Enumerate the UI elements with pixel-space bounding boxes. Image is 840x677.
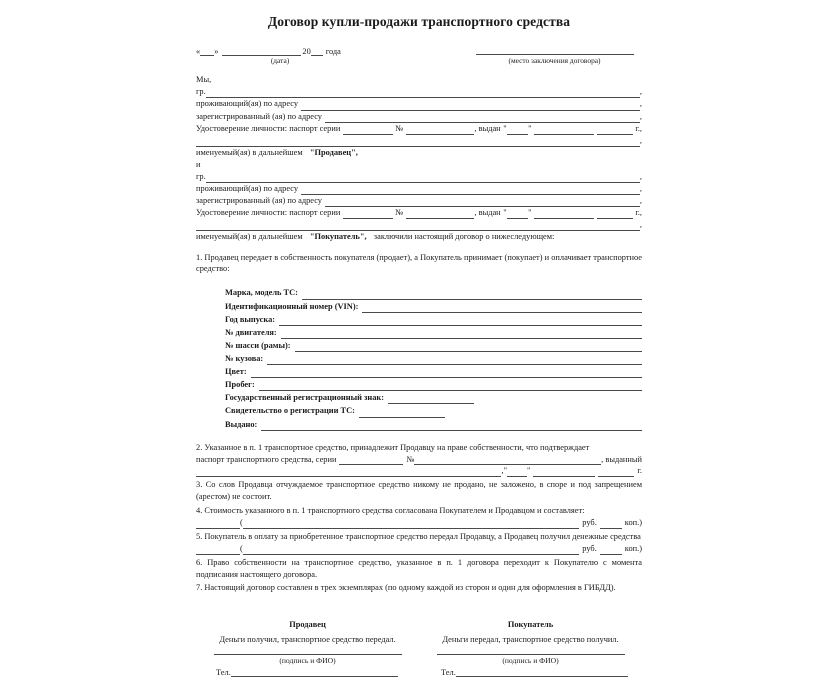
- buyer-passport-row: [196, 207, 642, 219]
- document-body: [196, 14, 642, 677]
- vehicle-field-label: № шасси (рамы):: [225, 340, 291, 350]
- we-label: Мы,: [196, 75, 212, 85]
- buyer-party-block: [196, 171, 642, 244]
- vehicle-passport-number-symbol: №: [406, 454, 415, 464]
- vehicle-field-blank[interactable]: [279, 318, 642, 326]
- date-line: [196, 47, 411, 56]
- vehicle-field-label: Выдано:: [225, 419, 258, 429]
- comma: ,: [639, 220, 642, 230]
- vehicle-field-blank[interactable]: [388, 397, 474, 405]
- vehicle-passport-series-blank[interactable]: [339, 458, 403, 466]
- vehicle-field-blank[interactable]: [267, 357, 642, 365]
- seller-passport-row: [196, 123, 642, 135]
- seller-phone-blank[interactable]: [231, 669, 398, 677]
- buyer-residing-blank[interactable]: [301, 187, 640, 195]
- comma: ,: [639, 111, 642, 121]
- vehicle-field-row: [225, 391, 642, 404]
- seller-passport-series-blank[interactable]: [343, 127, 393, 135]
- vp-issue-day-blank[interactable]: [507, 470, 527, 478]
- vehicle-field-row: [225, 339, 642, 352]
- clause-4: 4. Стоимость указанного в п. 1 транспортного средства согласована Покупателем и Продавцом и составляет:: [196, 506, 585, 516]
- day-blank[interactable]: [200, 48, 214, 56]
- comma: ,: [639, 87, 642, 97]
- buyer-signature-statement: Деньги передал, транспортное средство получил.: [442, 635, 619, 645]
- vehicle-field-label: Цвет:: [225, 367, 247, 377]
- quote-close: ": [528, 123, 532, 133]
- buyer-issuer-blank[interactable]: [196, 224, 640, 232]
- seller-issue-year-blank[interactable]: [597, 127, 633, 135]
- vehicle-passport-number-blank[interactable]: [414, 458, 601, 466]
- vehicle-field-blank[interactable]: [302, 292, 642, 300]
- clause-4-amount-row: [196, 517, 642, 529]
- year-mark: г.: [637, 466, 642, 476]
- page-title: Договор купли-продажи транспортного средства: [267, 14, 571, 29]
- quote-open: ": [503, 123, 507, 133]
- citizen-label: гр.: [196, 87, 206, 97]
- vehicle-field-row: [225, 300, 642, 313]
- clause-2-line-2: [196, 454, 642, 466]
- buyer-signature-caption: (подпись и ФИО): [502, 656, 559, 666]
- clause-5-amount-row: [196, 543, 642, 555]
- buyer-registered-blank[interactable]: [325, 199, 640, 207]
- date-caption: (дата): [270, 56, 290, 65]
- buyer-residing-row: [196, 183, 642, 195]
- amount-words-blank[interactable]: [243, 521, 579, 529]
- issued-label: , выдан: [474, 208, 501, 218]
- seller-issuer-blank[interactable]: [196, 139, 640, 147]
- buyer-signature-title: Покупатель: [507, 620, 554, 630]
- buyer-phone-row: [419, 668, 642, 677]
- seller-signature-column: [196, 620, 419, 677]
- quote-open: «: [196, 47, 201, 56]
- conjunction-label: и: [196, 159, 201, 169]
- vehicle-field-row: [225, 418, 642, 431]
- vehicle-field-row: [225, 352, 642, 365]
- residing-label: проживающий(ая) по адресу: [196, 99, 299, 109]
- vehicle-field-row: [225, 313, 642, 326]
- comma: ,: [639, 196, 642, 206]
- quote-close: ": [526, 466, 531, 476]
- clause-5: 5. Покупатель в оплату за приобретенное транспортное средство передал Продавцу, а Продавец получил денежные средства: [196, 531, 641, 541]
- paren-open: (: [240, 518, 243, 528]
- vehicle-field-label: № двигателя:: [225, 327, 277, 337]
- vehicle-field-row: [225, 286, 642, 299]
- rubles-label: руб.: [582, 543, 597, 553]
- amount-words-blank[interactable]: [243, 547, 579, 555]
- seller-role-row: [196, 147, 642, 159]
- year-blank[interactable]: [311, 48, 323, 56]
- vehicle-passport-label: паспорт транспортного средства, серии: [196, 454, 337, 464]
- signature-section: [196, 620, 642, 677]
- date-place-row: [196, 47, 642, 65]
- issued-by-label: , выданный: [601, 454, 642, 464]
- seller-registered-row: [196, 111, 642, 123]
- buyer-signature-column: [419, 620, 642, 677]
- agreement-tail: заключили настоящий договор о нижеследующем:: [373, 232, 555, 242]
- clause-2-line-1: 2. Указанное в п. 1 транспортное средство, принадлежит Продавцу на праве собственности, что подтверждает: [196, 442, 590, 452]
- vehicle-field-row: [225, 365, 642, 378]
- seller-signature-blank[interactable]: [214, 653, 402, 655]
- date-field-group: [196, 47, 411, 65]
- seller-name-row: [196, 86, 642, 98]
- paren-open: (: [240, 543, 243, 553]
- kopecks-label: коп.): [624, 518, 642, 528]
- comma: ,: [639, 99, 642, 109]
- vehicle-field-blank[interactable]: [261, 423, 642, 431]
- seller-signature-statement: Деньги получил, транспортное средство передал.: [219, 635, 396, 645]
- seller-role-label: "Продавец",: [309, 147, 358, 157]
- comma: ,: [639, 135, 642, 145]
- vehicle-field-label: Государственный регистрационный знак:: [225, 393, 385, 403]
- amount-numeric-blank[interactable]: [196, 521, 240, 529]
- citizen-label: гр.: [196, 172, 206, 181]
- buyer-passport-series-blank[interactable]: [343, 212, 393, 220]
- comma: ,: [639, 184, 642, 194]
- vp-issue-year-blank[interactable]: [598, 470, 634, 478]
- kopecks-blank[interactable]: [600, 547, 622, 555]
- passport-number-symbol: №: [395, 123, 404, 133]
- vehicle-field-blank[interactable]: [295, 344, 642, 352]
- seller-registered-blank[interactable]: [325, 115, 640, 123]
- buyer-phone-blank[interactable]: [456, 669, 628, 677]
- vehicle-field-blank[interactable]: [362, 305, 642, 313]
- buyer-issuer-row: [196, 219, 642, 231]
- seller-name-blank[interactable]: [206, 91, 640, 99]
- month-blank[interactable]: [222, 48, 301, 56]
- vehicle-field-row: [225, 326, 642, 339]
- buyer-role-row: [196, 231, 642, 243]
- vehicle-field-blank[interactable]: [259, 384, 642, 392]
- rubles-label: руб.: [582, 518, 597, 528]
- vehicle-field-label: Пробег:: [225, 380, 255, 390]
- buyer-signature-blank[interactable]: [437, 653, 625, 655]
- comma: ,: [639, 172, 642, 181]
- amount-numeric-blank[interactable]: [196, 547, 240, 555]
- year-suffix: года: [325, 47, 341, 56]
- place-field-group: [467, 53, 642, 65]
- vehicle-details-list: [225, 286, 642, 430]
- seller-residing-blank[interactable]: [301, 103, 640, 111]
- kopecks-label: коп.): [624, 543, 642, 553]
- year-mark: г.,: [635, 208, 643, 218]
- seller-signature-title: Продавец: [289, 620, 326, 630]
- buyer-issue-day-blank[interactable]: [507, 212, 528, 220]
- seller-residing-row: [196, 98, 642, 110]
- seller-signature-caption: (подпись и ФИО): [279, 656, 336, 666]
- named-label: именуемый(ая) в дальнейшем: [196, 147, 303, 157]
- clause-2-line-3: [196, 465, 642, 477]
- seller-issue-day-blank[interactable]: [507, 127, 528, 135]
- buyer-issue-month-blank[interactable]: [534, 212, 594, 220]
- buyer-name-blank[interactable]: [206, 175, 640, 183]
- kopecks-blank[interactable]: [600, 521, 622, 529]
- year-mark: г.,: [635, 123, 643, 133]
- seller-party-block: [196, 74, 642, 171]
- named-label: именуемый(ая) в дальнейшем: [196, 232, 303, 242]
- passport-number-symbol: №: [395, 208, 404, 218]
- passport-label: Удостоверение личности: паспорт серии: [196, 123, 341, 133]
- vehicle-passport-issuer-blank[interactable]: [196, 470, 501, 478]
- vehicle-field-label: Год выпуска:: [225, 314, 276, 324]
- vehicle-field-blank[interactable]: [359, 410, 445, 418]
- registered-label: зарегистрированный (ая) по адресу: [196, 111, 322, 121]
- vehicle-field-label: № кузова:: [225, 353, 264, 363]
- residing-label: проживающий(ая) по адресу: [196, 184, 299, 194]
- seller-phone-row: [196, 668, 419, 677]
- phone-label: Тел.: [216, 668, 231, 677]
- vehicle-field-row: [225, 378, 642, 391]
- vehicle-field-label: Идентификационный номер (VIN):: [225, 301, 359, 311]
- phone-label: Тел.: [441, 668, 456, 677]
- clause-1: 1. Продавец передает в собственность покупателя (продает), а Покупатель принимает (покупает) и оплачивает транспортное средство:: [196, 252, 642, 274]
- quote-close: »: [214, 47, 219, 56]
- comma: ,: [501, 466, 504, 476]
- quote-close: ": [528, 208, 532, 218]
- buyer-passport-number-blank[interactable]: [406, 212, 475, 220]
- place-caption: (место заключения договора): [508, 56, 601, 65]
- seller-issue-month-blank[interactable]: [534, 127, 594, 135]
- place-blank[interactable]: [476, 53, 634, 55]
- registered-label: зарегистрированный (ая) по адресу: [196, 196, 322, 206]
- buyer-name-row: [196, 171, 642, 183]
- clause-7: 7. Настоящий договор составлен в трех экземплярах (по одному каждой из сторон и один для оформления в ГИБДД).: [196, 583, 616, 593]
- issued-label: , выдан: [474, 123, 501, 133]
- year-prefix: 20: [302, 47, 311, 56]
- vehicle-field-label: Свидетельство о регистрации ТС:: [225, 406, 355, 416]
- quote-open: ": [503, 208, 507, 218]
- vp-issue-month-blank[interactable]: [533, 470, 595, 478]
- buyer-role-label: "Покупатель",: [309, 232, 367, 242]
- seller-passport-number-blank[interactable]: [406, 127, 475, 135]
- clause-6: 6. Право собственности на транспортное средство, указанное в п. 1 договора переходит к Покупателю с момента подписания настоящего договора.: [196, 557, 642, 579]
- quote-open: ": [503, 466, 507, 476]
- seller-issuer-row: [196, 135, 642, 147]
- vehicle-field-label: Марка, модель ТС:: [225, 288, 298, 298]
- buyer-registered-row: [196, 195, 642, 207]
- passport-label: Удостоверение личности: паспорт серии: [196, 208, 341, 218]
- vehicle-field-row: [225, 404, 642, 417]
- vehicle-field-blank[interactable]: [281, 331, 642, 339]
- vehicle-field-blank[interactable]: [251, 370, 642, 378]
- buyer-issue-year-blank[interactable]: [597, 212, 633, 220]
- clause-3: 3. Со слов Продавца отчуждаемое транспортное средство никому не продано, не заложено, в споре и под запрещением (арестом) не состоит.: [196, 480, 642, 502]
